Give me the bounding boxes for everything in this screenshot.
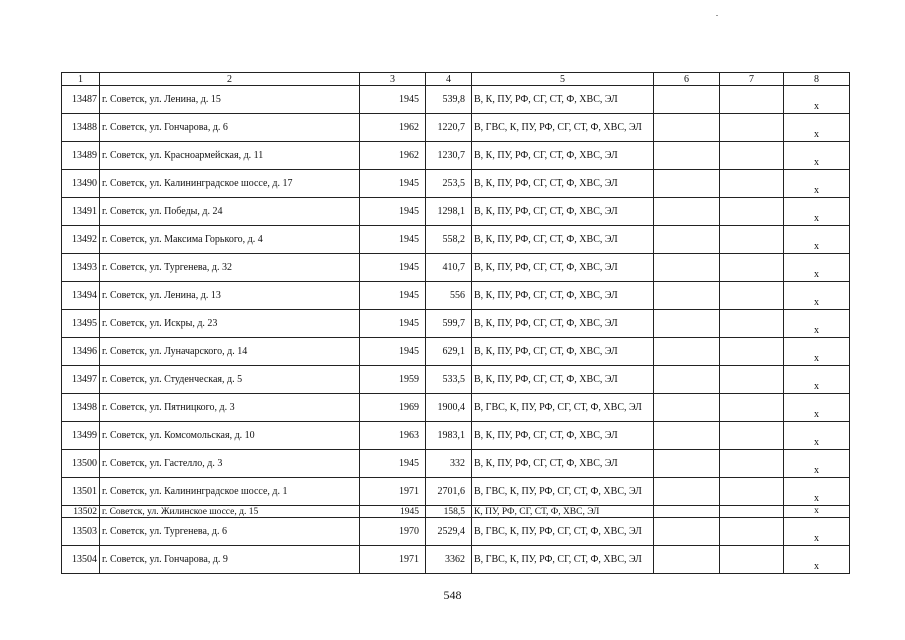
cell-col8: х bbox=[784, 366, 850, 394]
cell-year: 1945 bbox=[360, 282, 426, 310]
cell-year: 1945 bbox=[360, 254, 426, 282]
table-row bbox=[62, 338, 850, 366]
cell-services: В, К, ПУ, РФ, СГ, СТ, Ф, ХВС, ЭЛ bbox=[472, 198, 654, 226]
cell-address: г. Советск, ул. Студенческая, д. 5 bbox=[100, 366, 360, 394]
cell-col6 bbox=[654, 366, 720, 394]
cell-services: В, К, ПУ, РФ, СГ, СТ, Ф, ХВС, ЭЛ bbox=[472, 310, 654, 338]
cell-address: г. Советск, ул. Калининградское шоссе, д. 17 bbox=[100, 170, 360, 198]
cell-year: 1945 bbox=[360, 450, 426, 478]
table-row bbox=[62, 478, 850, 506]
cell-id: 13494 bbox=[62, 282, 100, 310]
cell-year: 1945 bbox=[360, 198, 426, 226]
header-cell-8: 8 bbox=[784, 73, 850, 86]
cell-address: г. Советск, ул. Пятницкого, д. 3 bbox=[100, 394, 360, 422]
cell-address: г. Советск, ул. Ленина, д. 15 bbox=[100, 86, 360, 114]
cell-area: 629,1 bbox=[426, 338, 472, 366]
cell-year: 1962 bbox=[360, 114, 426, 142]
header-cell-6: 6 bbox=[654, 73, 720, 86]
cell-col7 bbox=[720, 198, 784, 226]
cell-col6 bbox=[654, 198, 720, 226]
cell-col6 bbox=[654, 282, 720, 310]
table-row bbox=[62, 282, 850, 310]
cell-col7 bbox=[720, 366, 784, 394]
cell-col6 bbox=[654, 546, 720, 574]
cell-id: 13501 bbox=[62, 478, 100, 506]
cell-services: В, К, ПУ, РФ, СГ, СТ, Ф, ХВС, ЭЛ bbox=[472, 422, 654, 450]
cell-col7 bbox=[720, 422, 784, 450]
cell-col7 bbox=[720, 518, 784, 546]
cell-col8: х bbox=[784, 310, 850, 338]
cell-col7 bbox=[720, 226, 784, 254]
cell-col8: х bbox=[784, 254, 850, 282]
cell-id: 13500 bbox=[62, 450, 100, 478]
cell-area: 1900,4 bbox=[426, 394, 472, 422]
cell-address: г. Советск, ул. Жилинское шоссе, д. 15 bbox=[100, 506, 360, 518]
header-cell-1: 1 bbox=[62, 73, 100, 86]
cell-year: 1945 bbox=[360, 226, 426, 254]
cell-services: В, К, ПУ, РФ, СГ, СТ, Ф, ХВС, ЭЛ bbox=[472, 142, 654, 170]
cell-services: В, ГВС, К, ПУ, РФ, СГ, СТ, Ф, ХВС, ЭЛ bbox=[472, 546, 654, 574]
cell-services: В, К, ПУ, РФ, СГ, СТ, Ф, ХВС, ЭЛ bbox=[472, 86, 654, 114]
cell-services: К, ПУ, РФ, СГ, СТ, Ф, ХВС, ЭЛ bbox=[472, 506, 654, 518]
cell-col8: х bbox=[784, 142, 850, 170]
cell-col8: х bbox=[784, 394, 850, 422]
cell-id: 13496 bbox=[62, 338, 100, 366]
table-row bbox=[62, 366, 850, 394]
cell-area: 599,7 bbox=[426, 310, 472, 338]
cell-area: 410,7 bbox=[426, 254, 472, 282]
header-cell-7: 7 bbox=[720, 73, 784, 86]
table-row bbox=[62, 86, 850, 114]
cell-services: В, К, ПУ, РФ, СГ, СТ, Ф, ХВС, ЭЛ bbox=[472, 338, 654, 366]
registry-table-container bbox=[61, 72, 850, 574]
cell-col6 bbox=[654, 254, 720, 282]
cell-services: В, К, ПУ, РФ, СГ, СТ, Ф, ХВС, ЭЛ bbox=[472, 254, 654, 282]
cell-col8: х bbox=[784, 198, 850, 226]
cell-year: 1945 bbox=[360, 86, 426, 114]
cell-year: 1945 bbox=[360, 506, 426, 518]
cell-col7 bbox=[720, 450, 784, 478]
cell-address: г. Советск, ул. Комсомольская, д. 10 bbox=[100, 422, 360, 450]
header-cell-5: 5 bbox=[472, 73, 654, 86]
cell-col8: х bbox=[784, 506, 850, 518]
cell-area: 556 bbox=[426, 282, 472, 310]
header-cell-4: 4 bbox=[426, 73, 472, 86]
cell-col6 bbox=[654, 450, 720, 478]
cell-id: 13497 bbox=[62, 366, 100, 394]
cell-col8: х bbox=[784, 478, 850, 506]
cell-col6 bbox=[654, 338, 720, 366]
cell-col7 bbox=[720, 394, 784, 422]
cell-id: 13490 bbox=[62, 170, 100, 198]
header-row bbox=[62, 73, 850, 86]
cell-address: г. Советск, ул. Победы, д. 24 bbox=[100, 198, 360, 226]
cell-year: 1945 bbox=[360, 310, 426, 338]
cell-year: 1945 bbox=[360, 338, 426, 366]
cell-id: 13489 bbox=[62, 142, 100, 170]
cell-col6 bbox=[654, 170, 720, 198]
cell-col8: х bbox=[784, 226, 850, 254]
cell-area: 1230,7 bbox=[426, 142, 472, 170]
cell-area: 2701,6 bbox=[426, 478, 472, 506]
cell-address: г. Советск, ул. Красноармейская, д. 11 bbox=[100, 142, 360, 170]
cell-area: 539,8 bbox=[426, 86, 472, 114]
cell-address: г. Советск, ул. Искры, д. 23 bbox=[100, 310, 360, 338]
cell-address: г. Советск, ул. Тургенева, д. 6 bbox=[100, 518, 360, 546]
table-row bbox=[62, 142, 850, 170]
cell-col7 bbox=[720, 546, 784, 574]
cell-col8: х bbox=[784, 114, 850, 142]
cell-address: г. Советск, ул. Гончарова, д. 6 bbox=[100, 114, 360, 142]
cell-address: г. Советск, ул. Гончарова, д. 9 bbox=[100, 546, 360, 574]
table-row bbox=[62, 450, 850, 478]
cell-area: 1220,7 bbox=[426, 114, 472, 142]
cell-col7 bbox=[720, 506, 784, 518]
cell-col8: х bbox=[784, 518, 850, 546]
cell-col6 bbox=[654, 422, 720, 450]
cell-id: 13495 bbox=[62, 310, 100, 338]
cell-col8: х bbox=[784, 170, 850, 198]
table-row bbox=[62, 546, 850, 574]
table-row bbox=[62, 394, 850, 422]
table-row bbox=[62, 422, 850, 450]
cell-col7 bbox=[720, 114, 784, 142]
registry-table bbox=[61, 72, 850, 574]
cell-year: 1971 bbox=[360, 546, 426, 574]
cell-services: В, К, ПУ, РФ, СГ, СТ, Ф, ХВС, ЭЛ bbox=[472, 170, 654, 198]
cell-col6 bbox=[654, 114, 720, 142]
cell-year: 1959 bbox=[360, 366, 426, 394]
cell-id: 13498 bbox=[62, 394, 100, 422]
cell-id: 13499 bbox=[62, 422, 100, 450]
cell-address: г. Советск, ул. Луначарского, д. 14 bbox=[100, 338, 360, 366]
table-row bbox=[62, 506, 850, 518]
table-row bbox=[62, 254, 850, 282]
cell-col8: х bbox=[784, 450, 850, 478]
cell-services: В, ГВС, К, ПУ, РФ, СГ, СТ, Ф, ХВС, ЭЛ bbox=[472, 394, 654, 422]
cell-col7 bbox=[720, 170, 784, 198]
cell-address: г. Советск, ул. Калининградское шоссе, д. 1 bbox=[100, 478, 360, 506]
cell-services: В, К, ПУ, РФ, СГ, СТ, Ф, ХВС, ЭЛ bbox=[472, 226, 654, 254]
cell-services: В, ГВС, К, ПУ, РФ, СГ, СТ, Ф, ХВС, ЭЛ bbox=[472, 114, 654, 142]
cell-col8: х bbox=[784, 338, 850, 366]
cell-area: 2529,4 bbox=[426, 518, 472, 546]
header-cell-3: 3 bbox=[360, 73, 426, 86]
cell-col6 bbox=[654, 226, 720, 254]
cell-year: 1945 bbox=[360, 170, 426, 198]
table-row bbox=[62, 114, 850, 142]
cell-col8: х bbox=[784, 86, 850, 114]
cell-services: В, К, ПУ, РФ, СГ, СТ, Ф, ХВС, ЭЛ bbox=[472, 366, 654, 394]
cell-area: 533,5 bbox=[426, 366, 472, 394]
cell-area: 558,2 bbox=[426, 226, 472, 254]
table-row bbox=[62, 310, 850, 338]
cell-col6 bbox=[654, 310, 720, 338]
table-row bbox=[62, 226, 850, 254]
cell-area: 1298,1 bbox=[426, 198, 472, 226]
table-row bbox=[62, 518, 850, 546]
cell-col6 bbox=[654, 86, 720, 114]
cell-year: 1970 bbox=[360, 518, 426, 546]
cell-id: 13502 bbox=[62, 506, 100, 518]
cell-id: 13487 bbox=[62, 86, 100, 114]
cell-area: 1983,1 bbox=[426, 422, 472, 450]
cell-services: В, К, ПУ, РФ, СГ, СТ, Ф, ХВС, ЭЛ bbox=[472, 450, 654, 478]
header-cell-2: 2 bbox=[100, 73, 360, 86]
cell-id: 13491 bbox=[62, 198, 100, 226]
cell-address: г. Советск, ул. Гастелло, д. 3 bbox=[100, 450, 360, 478]
cell-id: 13504 bbox=[62, 546, 100, 574]
cell-col7 bbox=[720, 338, 784, 366]
cell-col6 bbox=[654, 478, 720, 506]
cell-col7 bbox=[720, 310, 784, 338]
scan-speck bbox=[716, 15, 718, 16]
cell-col8: х bbox=[784, 546, 850, 574]
cell-area: 3362 bbox=[426, 546, 472, 574]
table-row bbox=[62, 170, 850, 198]
cell-services: В, К, ПУ, РФ, СГ, СТ, Ф, ХВС, ЭЛ bbox=[472, 282, 654, 310]
cell-address: г. Советск, ул. Максима Горького, д. 4 bbox=[100, 226, 360, 254]
cell-address: г. Советск, ул. Ленина, д. 13 bbox=[100, 282, 360, 310]
cell-services: В, ГВС, К, ПУ, РФ, СГ, СТ, Ф, ХВС, ЭЛ bbox=[472, 518, 654, 546]
cell-col6 bbox=[654, 394, 720, 422]
cell-area: 253,5 bbox=[426, 170, 472, 198]
cell-col7 bbox=[720, 282, 784, 310]
cell-address: г. Советск, ул. Тургенева, д. 32 bbox=[100, 254, 360, 282]
cell-col7 bbox=[720, 478, 784, 506]
cell-col7 bbox=[720, 142, 784, 170]
cell-year: 1969 bbox=[360, 394, 426, 422]
cell-year: 1962 bbox=[360, 142, 426, 170]
cell-area: 158,5 bbox=[426, 506, 472, 518]
table-body bbox=[62, 73, 850, 574]
table-row bbox=[62, 198, 850, 226]
cell-col7 bbox=[720, 254, 784, 282]
page-number: 548 bbox=[443, 588, 462, 602]
cell-col6 bbox=[654, 142, 720, 170]
cell-col8: х bbox=[784, 422, 850, 450]
cell-id: 13503 bbox=[62, 518, 100, 546]
cell-area: 332 bbox=[426, 450, 472, 478]
cell-id: 13492 bbox=[62, 226, 100, 254]
cell-year: 1971 bbox=[360, 478, 426, 506]
cell-col8: х bbox=[784, 282, 850, 310]
cell-year: 1963 bbox=[360, 422, 426, 450]
cell-id: 13488 bbox=[62, 114, 100, 142]
cell-services: В, ГВС, К, ПУ, РФ, СГ, СТ, Ф, ХВС, ЭЛ bbox=[472, 478, 654, 506]
cell-col6 bbox=[654, 518, 720, 546]
cell-col7 bbox=[720, 86, 784, 114]
cell-col6 bbox=[654, 506, 720, 518]
cell-id: 13493 bbox=[62, 254, 100, 282]
